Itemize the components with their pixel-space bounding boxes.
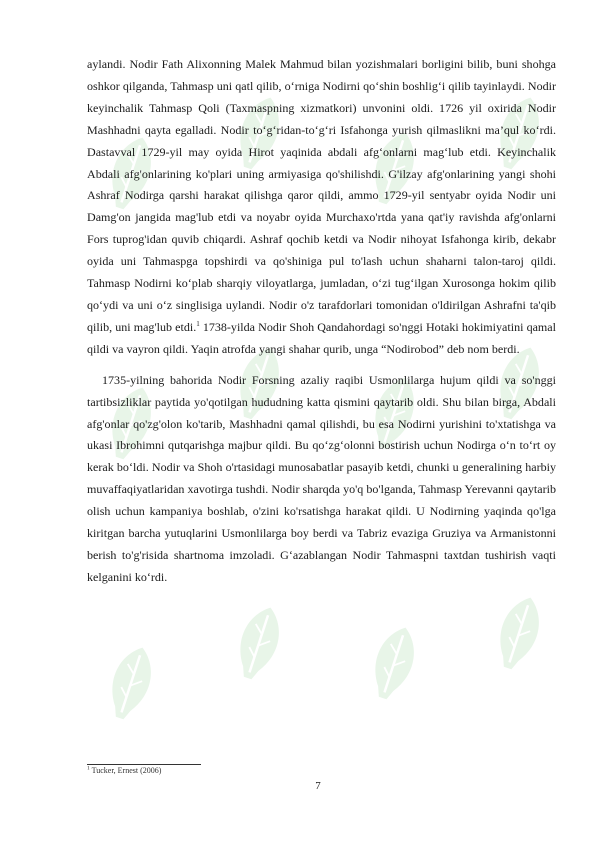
leaf-logo-icon: [231, 602, 288, 683]
paragraph-1-continuation: 1738-yilda Nodir Shoh Qandahordagi so'nggi Hotaki hokimiyatini qamal qildi va vayron qildi. Yaqin atrofda yangi shahar qurib, unga “Nodirobod” deb nom berdi.: [87, 319, 556, 356]
page-number: 7: [315, 780, 321, 792]
paragraph-1-text: aylandi. Nodir Fath Alixonning Malek Mahmud bilan yozishmalari borligini bilib, buni shohga oshkor qilganda, Tahmasp uni qatl qilib, o‘rniga Nodirni qo‘shin boshlig‘i qilib tayinlaydi. Nodir keyinchalik Tahmasp Qoli (Taxmaspning xizmatkori) unvonini oldi. 1726 yil oxirida Nodir Mashhadni qayta egalladi. Nodir to‘g‘ridan-to‘g‘ri Isfahonga yurish qilmaslikni ma’qul ko‘rdi. Dastavval 1729-yil may oyida Hirot yaqinida abdali afg‘onlarni mag‘lub etdi. Keyinchalik Abdali afg'onlarining ko'plari uning armiyasiga qo'shilishdi. G'ilzay afg'onlarining yangi shohi Ashraf Nodirga qarshi harakat qilishga qaror qildi, ammo 1729-yil sentyabr oyida Nodir uni Damg'on jangida mag'lub etdi va noyabr oyida Murchaxo'rtda yana qat'iy ravishda afg'onlarni Fors tuprog'idan quvib chiqardi. Ashraf qochib ketdi va Nodir nihoyat Isfahonga kirib, dekabr oyida uni Tahmaspga topshirdi va qo'shiniga pul to'lash uchun shaharni talon-taroj qildi. Tahmasp Nodirni ko‘plab sharqiy viloyatlarga, jumladan, o‘zi tug‘ilgan Xurosonga hokim qilib qo‘ydi va uni o‘z singlisiga uylandi. Nodir o'z tarafdorlari tomonidan o'ldirilgan Ashrafni ta'qib qilib, uni mag'lub etdi.: [87, 57, 556, 334]
paragraph-2: 1735-yilning bahorida Nodir Forsning azaliy raqibi Usmonlilarga hujum qildi va so'nggi tartibsizliklar paytida yo'qotilgan hududning katta qismini qaytarib oldi. Shu bilan birga, Abdali afg'onlar qo'zg'olon ko'tarib, Mashhadni qamal qilishdi, bu esa Nodirni yurishini to'xtatishga va ukasi Ibrohimni qutqarishga majbur qildi. Bu qo‘zg‘olonni bostirish uchun Nodirga o‘n to‘rt oy kerak bo‘ldi. Nodir va Shoh o'rtasidagi munosabatlar pasayib ketdi, chunki u generalining harbiy muvaffaqiyatlaridan xavotirga tushdi. Nodir sharqda yo'q bo'lganda, Tahmasp Yerevanni qaytarib olish uchun kampaniya boshlab, o'zini ko'rsatishga harakat qildi. U Nodirning yaqinda qo'lga kiritgan barcha yutuqlarini Usmonlilarga boy berdi va Tabriz evaziga Gruziya va Armanistonni berish to'g'risida shartnoma imzoladi. G‘azablangan Nodir Tahmaspni taxtdan tushirish vaqti kelganini ko‘rdi.: [87, 372, 556, 584]
leaf-logo-icon: [366, 622, 423, 703]
footnote: [87, 766, 161, 776]
footnote-text: Tucker, Ernest (2006): [89, 766, 162, 775]
footnote-number: 1: [87, 765, 90, 772]
paragraph-1: [87, 54, 556, 361]
leaf-logo-icon: [103, 642, 160, 723]
leaf-logo-icon: [491, 592, 548, 673]
footnote-reference[interactable]: 1: [196, 319, 200, 328]
footnote-divider: [87, 764, 201, 765]
body-text: [87, 54, 556, 589]
